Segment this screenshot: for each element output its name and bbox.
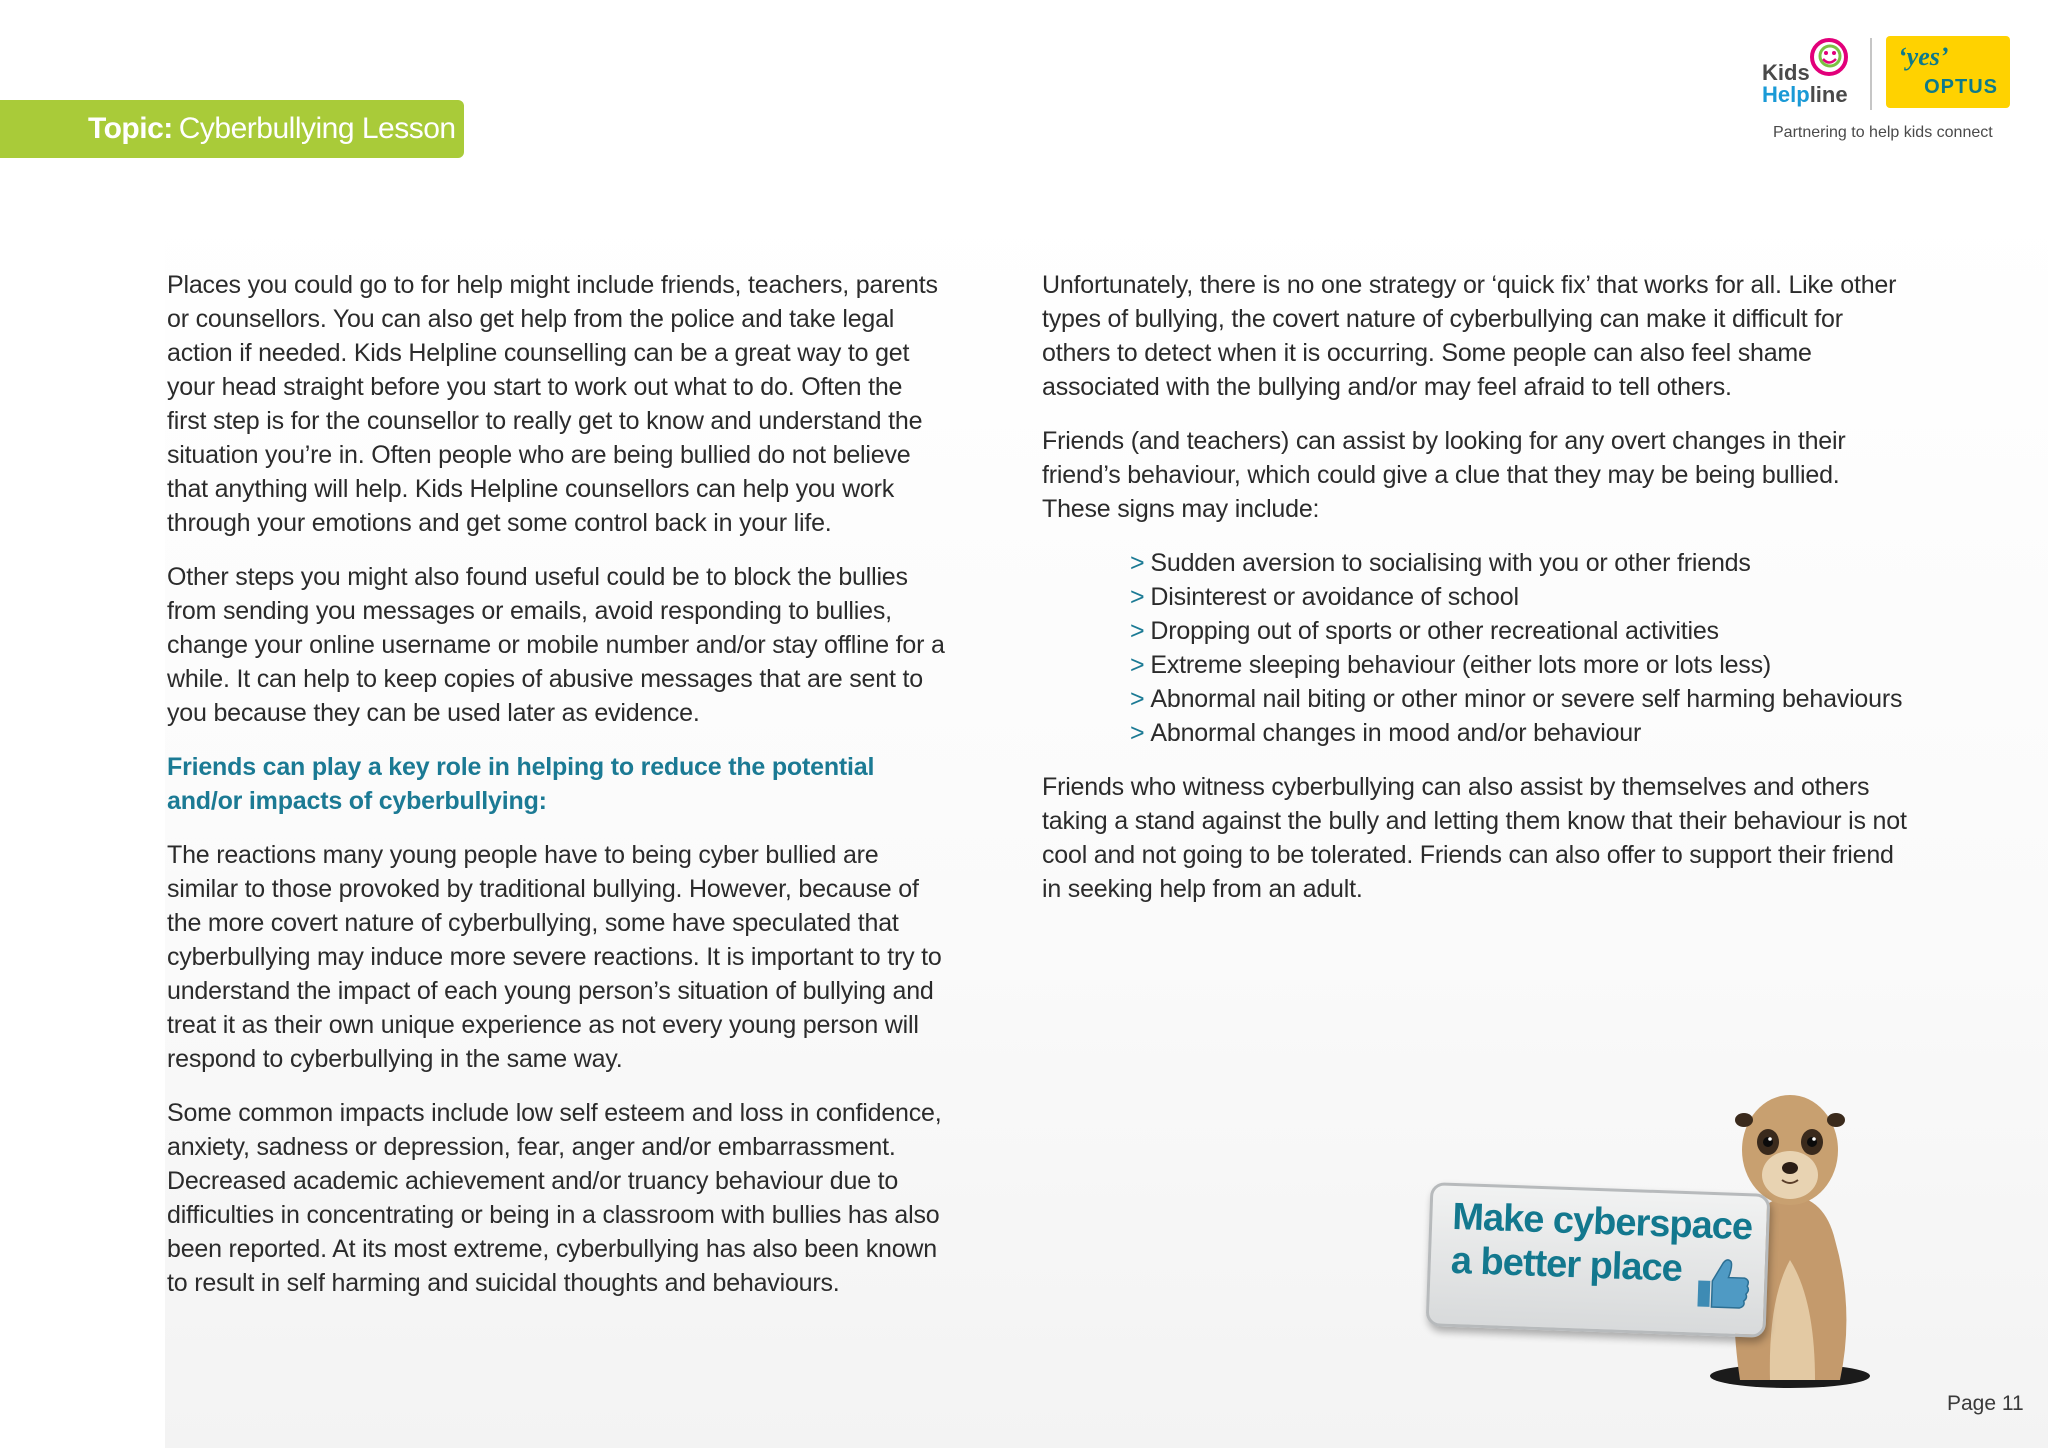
warning-signs-list (1130, 546, 1912, 750)
chevron-right-icon: > (1130, 719, 1145, 747)
topic-title: Cyberbullying Lesson 1 (178, 112, 480, 145)
chevron-right-icon: > (1130, 549, 1145, 577)
optus-wordmark: OPTUS (1924, 76, 1998, 98)
section-subheading: Friends can play a key role in helping to reduce the potential and/or impacts of cyberbullying: (167, 753, 875, 815)
paragraph: Friends (and teachers) can assist by looking for any overt changes in their friend’s behaviour, which could give a clue that they may be being bullied. These signs may include: (1042, 427, 1846, 523)
logo-kids-text: Kids (1762, 60, 1810, 85)
chevron-right-icon: > (1130, 685, 1145, 713)
sign-line-2: a better place (1450, 1239, 1683, 1290)
paragraph: Other steps you might also found useful could be to block the bullies from sending you messages or emails, avoid responding to bullies, change your online username or mobile number and/or stay offline for a while. It can help to keep copies of abusive messages that are sent to you because they can be used later as evidence. (167, 563, 945, 727)
chevron-right-icon: > (1130, 583, 1145, 611)
chevron-right-icon: > (1130, 651, 1145, 679)
paragraph: Places you could go to for help might include friends, teachers, parents or counsellors. You can also get help from the police and take legal action if needed. Kids Helpline counselling can be a great way to get your head straight before you start to work out what to do. Often the first step is for the counsellor to really get to know and understand the situation you’re in. Often people who are being bullied do not believe that anything will help. Kids Helpline counsellors can help you work through your emotions and get some control back in your life. (167, 271, 938, 537)
list-item: > Disinterest or avoidance of school (1130, 583, 1519, 611)
topic-label: Topic: (88, 112, 173, 145)
optus-yes-text: ‘yes’ (1898, 42, 1949, 71)
thumbs-up-icon (1689, 1250, 1753, 1314)
list-item: > Extreme sleeping behaviour (either lots more or lots less) (1130, 651, 1772, 679)
smiley-icon (1808, 36, 1850, 78)
topic-tab (0, 100, 480, 158)
left-column (167, 268, 947, 1320)
list-item: > Abnormal changes in mood and/or behaviour (1130, 719, 1642, 747)
paragraph: Some common impacts include low self esteem and loss in confidence, anxiety, sadness or depression, fear, anger and/or embarrassment. Decreased academic achievement and/or truancy behaviour due to difficulties in concentrating or being in a classroom with bullies has also been reported. At its most extreme, cyberbullying has also been known to result in self harming and suicidal thoughts and behaviours. (167, 1099, 942, 1297)
sign-line-1: Make cyberspace (1451, 1195, 1753, 1249)
list-item: > Sudden aversion to socialising with you or other friends (1130, 549, 1751, 577)
list-item: > Abnormal nail biting or other minor or severe self harming behaviours (1130, 685, 1903, 713)
right-column (1042, 268, 1912, 926)
cyberspace-sign (1426, 1182, 1771, 1338)
list-item: > Dropping out of sports or other recreational activities (1130, 617, 1719, 645)
page-number: Page 11 (1947, 1392, 2024, 1415)
logo-divider (1870, 38, 1872, 110)
optus-logo (1886, 36, 2010, 108)
paragraph: Unfortunately, there is no one strategy or ‘quick fix’ that works for all. Like other types of bullying, the covert nature of cyberbullying can make it difficult for others to detect when it is occurring. Some people can also feel shame associated with the bullying and/or may feel afraid to tell others. (1042, 271, 1897, 401)
meerkat-illustration (1420, 1080, 1920, 1390)
paragraph: The reactions many young people have to being cyber bullied are similar to those provoked by traditional bullying. However, because of the more covert nature of cyberbullying, some have speculated that cyberbullying may induce more severe reactions. It is important to try to understand the impact of each young person’s situation of bullying and treat it as their own unique experience as not every young person will respond to cyberbullying in the same way. (167, 841, 942, 1073)
logo-helpline-text: Helpline (1762, 82, 1848, 107)
kids-helpline-logo (1760, 34, 1876, 114)
paragraph: Friends who witness cyberbullying can also assist by themselves and others taking a stand against the bully and letting them know that their behaviour is not cool and not going to be tolerated. Friends can also offer to support their friend in seeking help from an adult. (1042, 773, 1907, 903)
partner-tagline: Partnering to help kids connect (1773, 124, 1993, 141)
chevron-right-icon: > (1130, 617, 1145, 645)
